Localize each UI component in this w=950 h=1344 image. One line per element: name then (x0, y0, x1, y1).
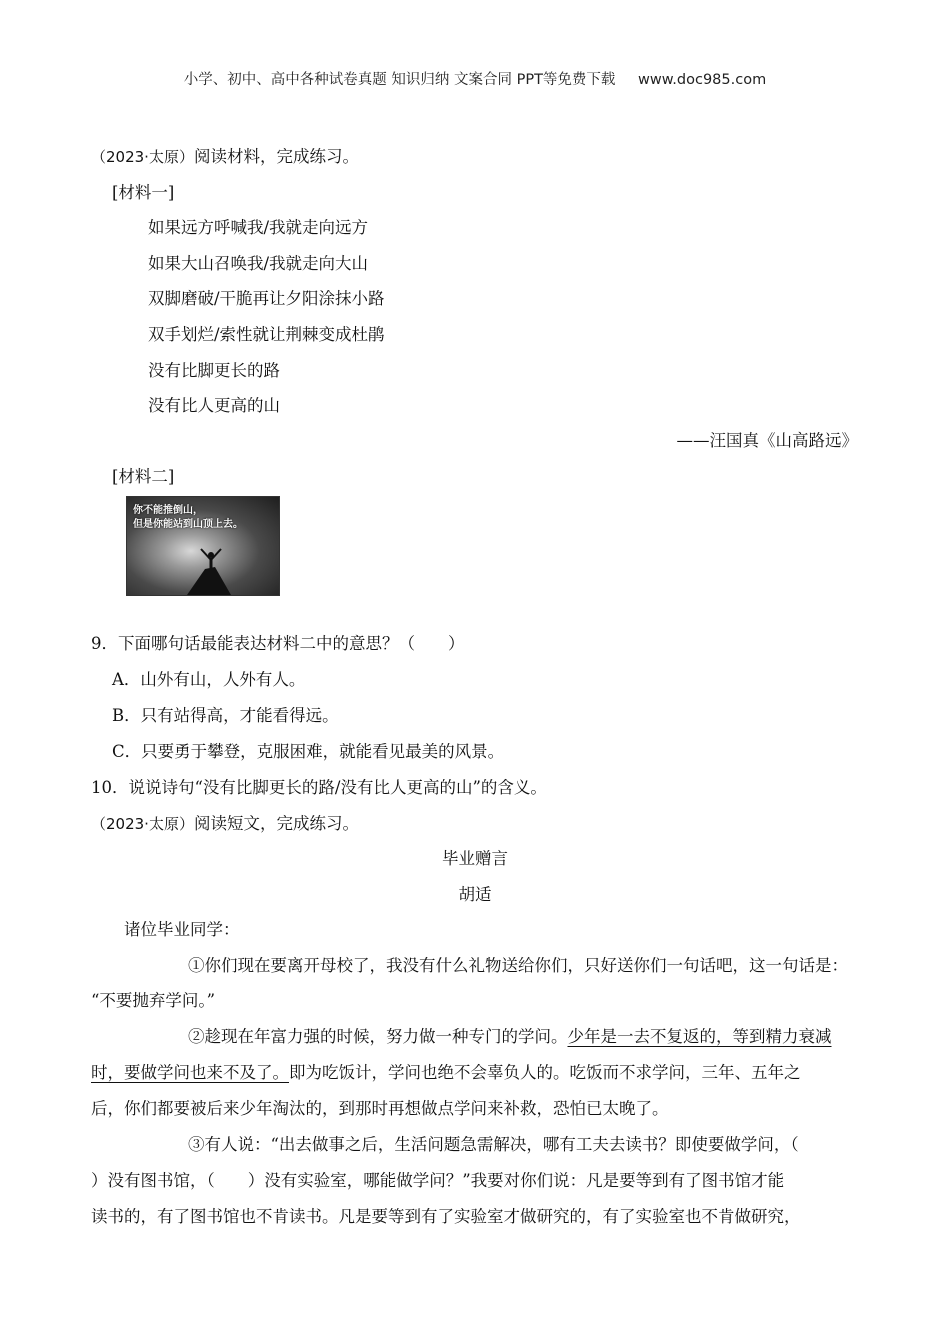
page-header (0, 68, 950, 89)
q9-option-b: B．只有站得高，才能看得远。 (112, 706, 339, 725)
p1-line-1: ①你们现在要离开母校了，我没有什么礼物送给你们，只好送你们一句话吧，这一句话是： (188, 956, 848, 975)
poem-line-2: 如果大山召唤我/我就走向大山 (148, 254, 369, 273)
essay-author: 胡适 (458, 885, 492, 904)
q9-option-a: A．山外有山，人外有人。 (112, 670, 306, 689)
essay-title: 毕业赠言 (442, 849, 508, 868)
section1-instruction: 阅读材料，完成练习。 (193, 147, 359, 166)
header-text: 小学、初中、高中各种试卷真题 知识归纳 文案合同 PPT等免费下载 (183, 72, 616, 88)
material1-label: [材料一] (112, 183, 175, 202)
poem-line-1: 如果远方呼喊我/我就走向远方 (148, 218, 369, 237)
photo-caption-1: 你不能推倒山， (133, 505, 203, 516)
material2-photo (126, 496, 280, 596)
p2-line-2-text: 即为吃饭计，学问也绝不会辜负人的。吃饭而不求学问，三年、五年之 (289, 1063, 801, 1082)
section1-heading (91, 146, 359, 168)
section1-source: （2023·太原） (91, 148, 194, 166)
section2-source: （2023·太原） (91, 815, 194, 833)
p2-underlined-sentence-part1: 少年是一去不复返的，等到精力衰减 (567, 1027, 832, 1046)
p2-line-1-text: ②趁现在年富力强的时候，努力做一种专门的学问。 (188, 1027, 568, 1046)
material2-label: [材料二] (112, 467, 175, 486)
p2-line-3: 后，你们都要被后来少年淘汰的，到那时再想做点学问来补救，恐怕已太晚了。 (91, 1099, 669, 1118)
poem-line-6: 没有比人更高的山 (148, 396, 280, 415)
q10-stem: 10．说说诗句“没有比脚更长的路/没有比人更高的山”的含义。 (91, 778, 547, 797)
poem-line-4: 双手划烂/索性就让荆棘变成杜鹃 (148, 325, 385, 344)
p3-line-2: ）没有图书馆，（ ）没有实验室，哪能做学问？”我要对你们说：凡是要等到有了图书馆才能 (91, 1171, 785, 1190)
poem-attribution: ——汪国真《山高路远》 (676, 431, 858, 450)
poem-line-3: 双脚磨破/干脆再让夕阳涂抹小路 (148, 289, 385, 308)
p3-line-3: 读书的，有了图书馆也不肯读书。凡是要等到有了实验室才做研究的，有了实验室也不肯做研究， (91, 1207, 801, 1226)
p2-underlined-sentence-part2: 时，要做学问也来不及了。 (91, 1063, 289, 1082)
section2-instruction: 阅读短文，完成练习。 (193, 814, 359, 833)
header-url[interactable]: www.doc985.com (638, 72, 767, 88)
q9-option-c: C．只要勇于攀登，克服困难，就能看见最美的风景。 (112, 742, 505, 761)
p2-line-1 (188, 1026, 832, 1048)
section2-heading (91, 813, 359, 835)
q9-stem: 9．下面哪句话最能表达材料二中的意思？（ ） (91, 634, 465, 653)
photo-caption-2: 但是你能站到山顶上去。 (133, 519, 243, 530)
p3-line-1: ③有人说：“出去做事之后，生活问题急需解决，哪有工夫去读书？即使要做学问，（ (188, 1135, 799, 1154)
p2-line-2 (91, 1062, 801, 1084)
poem-line-5: 没有比脚更长的路 (148, 361, 280, 380)
p1-line-2: “不要抛弃学问。” (91, 991, 216, 1010)
essay-greeting: 诸位毕业同学： (124, 920, 240, 939)
